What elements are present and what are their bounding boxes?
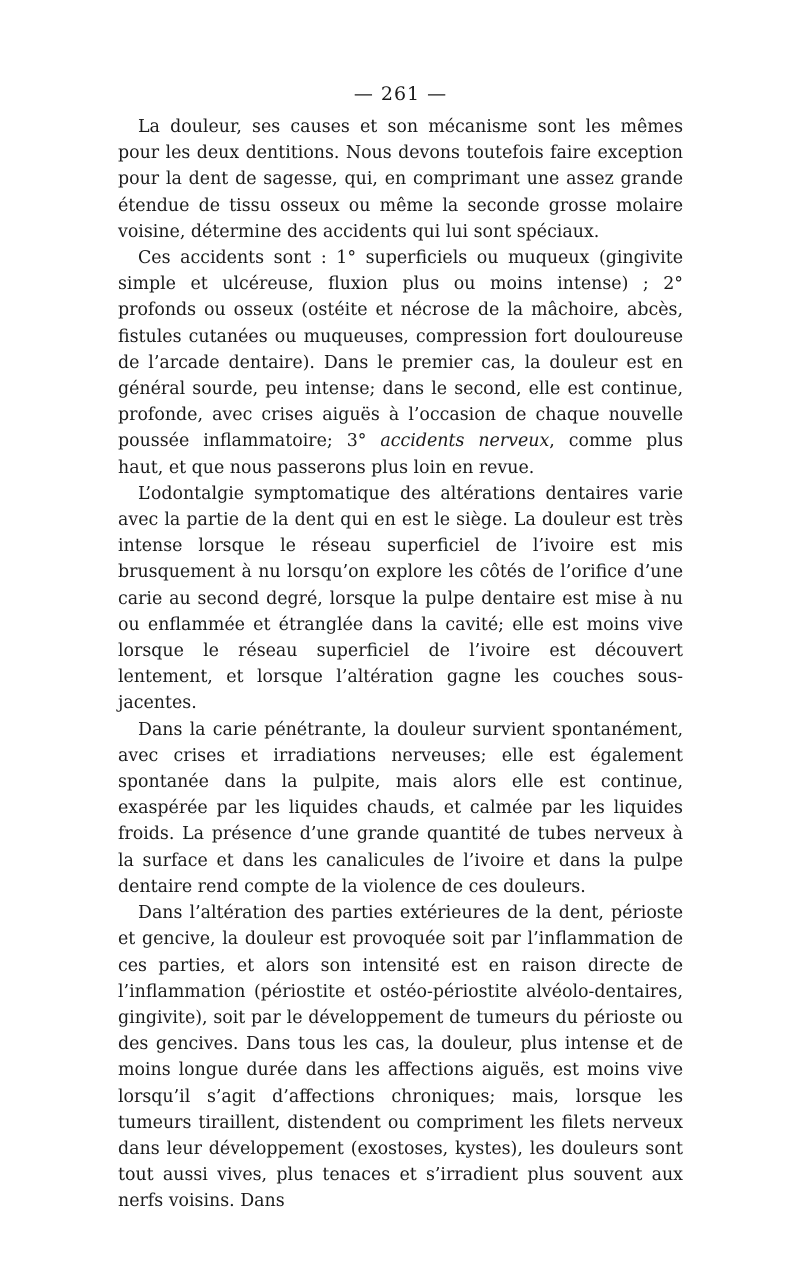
paragraph-accidents-text: Ces accidents sont : 1° superficiels ou muqueux (gingivite simple et ulcéreuse, fluxion plus ou moins intense) ; 2° profonds ou osseux (ostéite et nécrose de la mâchoire, abcès, fistules cutanées ou muqueuses, compression fort douloureuse de l’arcade dentaire). Dans le premier cas, la douleur est en général sourde, peu intense; dans le second, elle est continue, profonde, avec crises aiguës à l’occasion de chaque nouvelle poussée inflammatoire; 3°	[118, 248, 683, 452]
paragraph-parties-exterieures: Dans l’altération des parties extérieures de la dent, périoste et gencive, la douleur est provoquée soit par l’inflammation de ces parties, et alors son intensité est en raison directe de l’inflammation (périostite et ostéo-périostite alvéolo-dentaires, gingivite), soit par le développement de tumeurs du périoste ou des gencives. Dans tous les cas, la douleur, plus intense et de moins longue durée dans les affections aiguës, est moins vive lorsqu’il s’agit d’affections chroniques; mais, lorsque les tumeurs tiraillent, distendent ou compriment les filets nerveux dans leur développement (exostoses, kystes), les douleurs sont tout aussi vives, plus tenaces et s’irradient plus souvent aux nerfs voisins. Dans	[118, 903, 683, 1212]
book-page	[118, 82, 683, 1215]
paragraph-sagesse: La douleur, ses causes et son mécanisme sont les mêmes pour les deux dentitions. Nous devons toutefois faire exception pour la dent de sagesse, qui, en comprimant une assez grande étendue de tissu osseux ou même la seconde grosse molaire voisine, détermine des accidents qui lui sont spéciaux.	[118, 117, 683, 242]
page-number: — 261 —	[353, 83, 448, 105]
paragraph-accidents-tail: , comme plus haut, et que nous passerons plus loin en revue.	[118, 431, 684, 478]
paragraph-carie-penetrante: Dans la carie pénétrante, la douleur survient spontanément, avec crises et irradiations nerveuses; elle est également spontanée dans la pulpite, mais alors elle est continue, exaspérée par les liquides chauds, et calmée par les liquides froids. La présence d’une grande quantité de tubes nerveux à la surface et dans les canalicules de l’ivoire et dans la pulpe dentaire rend compte de la violence de ces douleurs.	[118, 719, 683, 897]
paragraph-accidents	[118, 245, 683, 481]
emphasis-accidents-nerveux: accidents nerveux	[380, 431, 550, 452]
paragraph-odontalgie: L’odontalgie symptomatique des altérations dentaires varie avec la partie de la dent qui en est le siège. La douleur est très intense lorsque le réseau superficiel de l’ivoire est mis brusquement à nu lorsqu’on explore les côtés de l’orifice d’une carie au second degré, lorsque la pulpe dentaire est mise à nu ou enflammée et étranglée dans la cavité; elle est moins vive lorsque le réseau superficiel de l’ivoire est découvert lentement, et lorsque l’altération gagne les couches sous-jacentes.	[118, 483, 683, 714]
